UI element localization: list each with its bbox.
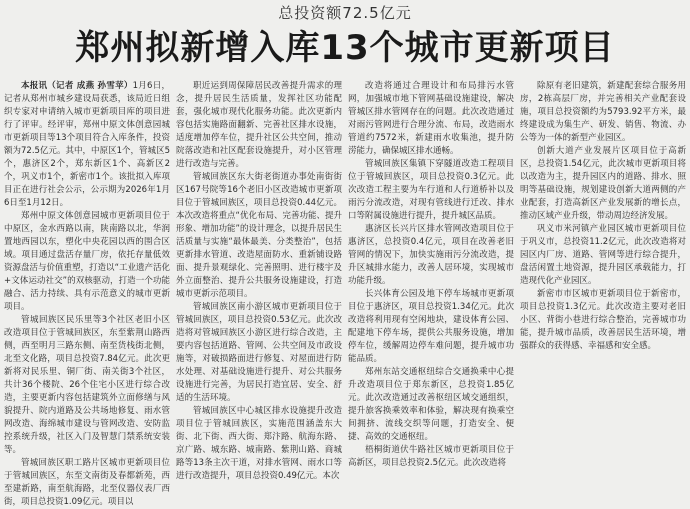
article-body bbox=[4, 80, 686, 507]
paragraph: 本报讯（记者 成燕 孙雪苹）1月6日，记者从郑州市城乡建设局获悉，该局近日组织专家对申请纳入城市更新项目库的项目进行了评审。经评审，郑州中原文体创意园城市更新项目等13个项目符合入库条件，投资额为72.5亿元。其中，中原区1个，管城区5个，惠济区2个，郑东新区1个、高新区2个，巩义市1个，新密市1个。该批拟入库项目正在进行社会公示，公示期为2026年1月6日至1月12日。 bbox=[4, 81, 170, 208]
paragraph: 管城回族区东大街老街道办事处南街街区167号院等16个老旧小区改造城市更新项目位于管城回族区，项目总投资0.44亿元。本次改造将重点“优化布局、完善功能、提升形象、增加功能”的设计理念，以提升居民生活质量与实施“最体最美、分类整治”，包括更新排水管道、改造屋面防水、重新铺设路面、提升景观绿化、完善照明、进行楼宇及外立面整治、提升公共服务设施建设，打造城市更新示范项目。 bbox=[176, 172, 342, 299]
paragraph: 长兴体育公园及地下停车场城市更新项目位于惠济区，项目总投资1.34亿元。此次改造将利用现有空闲地块，建设体育公园、配建地下停车场，提供公共服务设施，增加停车位，缓解周边停车难问题，提升城市功能品质。 bbox=[348, 289, 514, 364]
paragraph: 巩义市米河镇产业园区城市更新项目位于巩义市，总投资11.2亿元，此次改造将对园区内厂房、道路、管网等进行综合提升，盘活闲置土地资源，提升园区承载能力，打造现代化产业园区。 bbox=[520, 224, 686, 286]
text-column-2 bbox=[176, 80, 342, 481]
paragraph: 管城回族区南小游区城市更新项目位于管城回族区，项目总投资0.53亿元。此次改造将对管城回族区小游区进行综合改造，主要内容包括道路、管网、公共空间及市政设施等，对破损路面进行修复、对屋面进行防水处理、对基础设施进行提升、对公共服务设施进行完善，为居民打造宜居、安全、舒适的生活环境。 bbox=[176, 302, 342, 403]
headline: 郑州拟新增入库13个城市更新项目 bbox=[75, 28, 615, 68]
paragraph: 除原有老旧建筑，新建配套综合服务用房，2栋高层厂房，并完善相关产业配套设施，项目总投资额约为5793.92平方米，最终建设成为集生产、研发、销售、物流、办公等为一体的新型产业园区。 bbox=[520, 81, 686, 143]
byline: 本报讯（记者 成燕 孙雪苹） bbox=[21, 81, 133, 91]
paragraph: 职近运到周保障居民改善提升需求的理念，提升居民生活质量，发挥社区功能配套，强化城市现代化服务功能。此次更新内容包括实施路面翻新、完善社区排水设施，适度增加停车位，提升社区公共空间，推动院落改造和社区配套设施提升，对小区管理进行改造与完善。 bbox=[176, 81, 342, 169]
paragraph: 惠济区长兴片区排水管网改造项目位于惠济区，总投资0.4亿元，项目在改善老旧管网的情况下，加快实施雨污分流改造，提升区城排水能力，改善人居环境，实现城市功能升级。 bbox=[348, 224, 514, 286]
paragraph: 管城回族区职工路片区城市更新项目位于管城回族区，东至文南街及春都新苑，西至建新路，南至航海路，北至仪器仪表厂西街，项目总投资1.09亿元。项目以 bbox=[4, 458, 170, 507]
text-column-4 bbox=[520, 80, 686, 416]
text-column-1 bbox=[4, 80, 170, 507]
paragraph: 改造将通过合理设计和布局排污水管网，加强城市地下管网基础设施建设，解决管城区排水管网存在的问题。此次改造通过对雨污管网进行合理分流、布局，改造雨水管道约7572米，新建雨水收集池，提升防涝能力，确保城区排水通畅。 bbox=[348, 81, 514, 156]
paragraph: 创新大道产业发展片区项目位于高新区，总投资1.54亿元，此次城市更新项目将以改造为主，提升园区内的道路、排水、照明等基础设施，规划建设创新大道两侧的产业配套，打造高新区产业发展新的增长点，推动区域产业升级，带动周边经济发展。 bbox=[520, 146, 686, 221]
paragraph: 管城回族区中心城区排水设施提升改造项目位于管城回族区，实施范围涵盖东大街、北下街、西大街、郑汴路、航海东路、京广路、城东路、城南路、紫荆山路、商城路等13条主次干道，对排水管网、雨水口等进行改造提升，项目总投资0.49亿元。本次 bbox=[176, 406, 342, 481]
paragraph: 郑州中原文体创意园城市更新项目位于中原区，金水西路以南，陕南路以北，华润置地西园以东，塑化中央花园以西的围合区域。项目通过盘活存量厂房，依托存量低效资源盘活与价值重塑，打造以“工业遗产活化+文体运动社交”的双核驱动，打造一个功能融合、活力持续、具有示范意义的城市更新项目。 bbox=[4, 211, 170, 312]
paragraph: 管城回族区民乐里等3个社区老旧小区改造项目位于管城回族区，东至紫荆山路西侧，西至明月三路东侧、南至货栈街北侧，北至文化路，项目总投资7.84亿元。此次更新将对民乐里、铜厂街、南关街3个社区，共计36个楼院、26个住宅小区进行综合改造，主要更新内容包括建筑外立面修缮与风貌提升、院内道路及公共场地修复、雨水管网改造、海绵城市建设与管网改造、安防监控系统升级，社区入门及智慧门禁系统安装等。 bbox=[4, 315, 170, 455]
text-column-3 bbox=[348, 80, 514, 468]
paragraph: 郑州东站交通枢纽综合交通换乘中心提升改造项目位于郑东新区，总投资1.85亿元。此次改造通过改善枢纽区域交通组织，提升旅客换乘效率和体验，解决现有换乘空间拥挤、流线交织等问题，打造安全、便捷、高效的交通枢纽。 bbox=[348, 367, 514, 442]
subheadline: 总投资额72.5亿元 bbox=[278, 4, 412, 22]
paragraph: 新密市市区城市更新项目位于新密市，项目总投资1.3亿元。此次改造主要对老旧小区、背街小巷进行综合整治，完善城市功能，提升城市品质，改善居民生活环境，增强群众的获得感、幸福感和安全感。 bbox=[520, 289, 686, 351]
paragraph: 管城回族区集镇下穿隧道改造工程项目位于管城回族区，项目总投资0.3亿元。此次改造工程主要为车行道和人行道桥补以及雨污分流改造，对现有管线进行迁改、排水口等附属设施进行提升，提升城区品质。 bbox=[348, 159, 514, 221]
paragraph: 梧桐街道伏牛路社区城市更新项目位于高新区，项目总投资2.5亿元。此次改造将 bbox=[348, 445, 514, 468]
